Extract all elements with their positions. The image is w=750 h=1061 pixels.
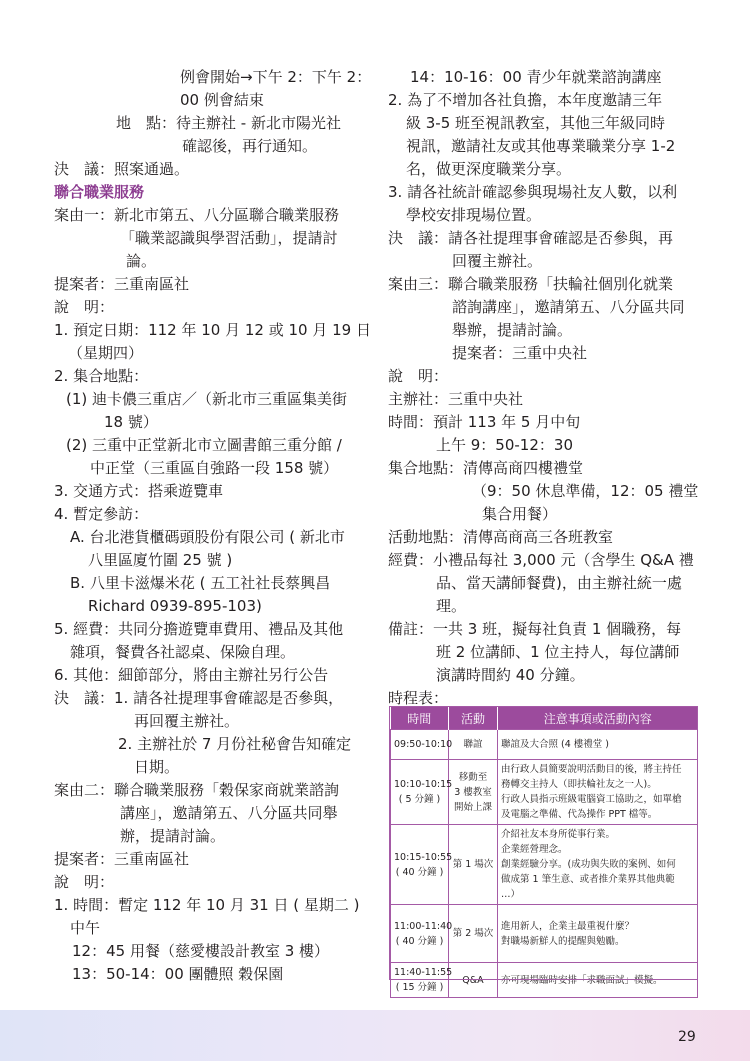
schedule-cell-line: 移動至 <box>458 771 488 783</box>
text-line: 論。 <box>126 252 157 270</box>
text-line: 2. 集合地點： <box>54 367 149 385</box>
schedule-time-cell <box>391 963 453 998</box>
schedule-cell-line: 進用新人，企業主最重視什麼？ <box>501 920 635 932</box>
text-line: 5. 經費：共同分擔遊覽車費用、禮品及其他 <box>54 620 344 638</box>
schedule-cell-line: 09:50-10:10 <box>394 739 453 750</box>
text-line: 案由一：新北市第五、八分區聯合職業服務 <box>54 206 340 224</box>
text-line: 回覆主辦社。 <box>452 252 543 270</box>
text-line: 名，做更深度職業分享。 <box>406 160 572 178</box>
schedule-cell-line: 3 樓教室 <box>454 786 492 798</box>
text-line: 2. 主辦社於 7 月份社秘會告知確定 <box>118 735 352 753</box>
schedule-time-cell <box>391 905 453 963</box>
text-line: 八里區廈竹圍 25 號 ) <box>88 551 233 569</box>
text-line: 3. 交通方式：搭乘遊覽車 <box>54 482 224 500</box>
text-line: 理。 <box>436 597 467 615</box>
text-line: 時程表： <box>388 689 449 707</box>
text-line: 提案者：三重南區社 <box>54 850 190 868</box>
text-line: 確認後，再行通知。 <box>182 137 318 155</box>
text-line: 決 議：請各社提理事會確認是否參與，再 <box>388 229 674 247</box>
right-column <box>388 66 700 710</box>
text-line: B. 八里卡滋爆米花 ( 五工社社長蔡興昌 <box>70 574 331 592</box>
text-line: （星期四） <box>68 344 144 362</box>
schedule-notes-cell <box>498 760 698 825</box>
schedule-cell-line: 10:10-10:15 <box>394 779 453 790</box>
footer-band <box>0 1010 750 1061</box>
schedule-cell-line: ( 40 分鐘 ) <box>395 866 444 878</box>
text-line: 4. 暫定參訪： <box>54 505 149 523</box>
schedule-row <box>391 825 698 905</box>
text-line: 集合地點：清傳高商四樓禮堂 <box>388 459 584 477</box>
text-line: 2. 為了不增加各社負擔，本年度邀請三年 <box>388 91 663 109</box>
schedule-cell-line: 11:40-11:55 <box>394 967 453 978</box>
schedule-time-cell <box>391 730 453 760</box>
schedule-cell-line: 做成第 1 筆生意、或者推介業界其他典範 <box>501 874 675 885</box>
page-number: 29 <box>678 1029 696 1045</box>
text-line: 決 議：照案通過。 <box>54 160 190 178</box>
text-line: 例會開始→下午 2：下午 2： <box>180 68 372 86</box>
schedule-cell-line: 聯誼及大合照 (4 樓禮堂 ) <box>501 739 610 750</box>
schedule-cell-line: 務轉交主持人（即扶輪社友之一人)。 <box>501 779 657 790</box>
schedule-cell-line: ( 15 分鐘 ) <box>395 982 444 993</box>
schedule-notes-cell <box>498 825 698 905</box>
schedule-notes-cell <box>498 730 698 760</box>
text-line: 級 3-5 班至視訊教室，其他三年級同時 <box>406 114 666 132</box>
schedule-time-cell <box>391 760 453 825</box>
schedule-row <box>391 730 698 760</box>
schedule-row <box>391 905 698 963</box>
schedule-cell-line: Q&A <box>462 974 484 986</box>
schedule-header-time: 時間 <box>391 707 449 730</box>
schedule-cell-line: 聯誼 <box>463 739 483 750</box>
schedule-header-row <box>391 707 698 730</box>
text-line: 演講時間約 40 分鐘。 <box>436 666 585 684</box>
schedule-header-activity: 活動 <box>449 707 498 730</box>
text-line: 說 明： <box>54 298 115 316</box>
text-line: 18 號） <box>104 413 158 431</box>
text-line: 上午 9：50-12：30 <box>436 436 573 454</box>
text-line: 主辦社：三重中央社 <box>388 390 524 408</box>
schedule-cell-line: 行政人員指示班級電腦資工協助之，如單槍 <box>501 794 682 805</box>
text-line: (2) 三重中正堂新北市立圖書館三重分館 / <box>66 436 342 454</box>
text-line: 備註：一共 3 班，擬每社負責 1 個職務，每 <box>388 620 682 638</box>
schedule-cell-line: …） <box>501 889 521 900</box>
schedule-activity-cell <box>449 825 498 905</box>
text-line: 班 2 位講師、1 位主持人，每位講師 <box>436 643 680 661</box>
schedule-time-cell <box>391 825 453 905</box>
text-line: 活動地點：清傳高商高三各班教室 <box>388 528 614 546</box>
text-line: (1) 迪卡儂三重店／（新北市三重區集美街 <box>66 390 348 408</box>
schedule-cell-line: 由行政人員簡要說明活動目的後，將主持任 <box>501 764 682 775</box>
schedule-cell-line: 企業經營理念。 <box>501 844 568 855</box>
schedule-cell-line: 創業經驗分享。(成功與失敗的案例、如何 <box>501 859 676 870</box>
schedule-row <box>391 963 698 998</box>
text-line: 諮詢講座」，邀請第五、八分區共同 <box>452 298 685 316</box>
schedule-header-notes: 注意事項或活動內容 <box>498 707 698 730</box>
text-line: 再回覆主辦社。 <box>134 712 240 730</box>
text-line: 舉辦，提請討論。 <box>452 321 573 339</box>
text-line: 1. 時間：暫定 112 年 10 月 31 日 ( 星期二 ) <box>54 896 360 914</box>
schedule-notes-cell <box>498 905 698 963</box>
text-line: 1. 預定日期：112 年 10 月 12 或 10 月 19 日 <box>54 321 371 339</box>
text-line: 日期。 <box>134 758 180 776</box>
text-line: 時間：預計 113 年 5 月中旬 <box>388 413 581 431</box>
text-line: 中正堂（三重區自強路一段 158 號） <box>90 459 339 477</box>
text-line: 12：45 用餐（慈愛樓設計教室 3 樓） <box>72 942 330 960</box>
section-heading: 聯合職業服務 <box>54 183 145 201</box>
schedule-cell-line: 第 2 場次 <box>452 928 494 939</box>
schedule-cell-line: 介紹社友本身所從事行業。 <box>501 829 616 840</box>
text-line: 說 明： <box>54 873 115 891</box>
text-line: Richard 0939-895-103) <box>88 597 262 615</box>
schedule-cell-line: ( 5 分鐘 ) <box>398 794 441 805</box>
text-line: 地 點：待主辦社 - 新北市陽光社 <box>116 114 341 132</box>
text-line: A. 台北港貨櫃碼頭股份有限公司 ( 新北市 <box>70 528 345 546</box>
schedule-activity-cell <box>449 730 498 760</box>
text-line: 辦，提請討論。 <box>120 827 226 845</box>
text-line: 品、當天講師餐費)，由主辦社統一處 <box>436 574 682 592</box>
text-line: 6. 其他：細節部分，將由主辦社另行公告 <box>54 666 329 684</box>
schedule-cell-line: ( 40 分鐘 ) <box>395 935 444 947</box>
left-column <box>54 66 372 986</box>
text-line: 14：10-16：00 青少年就業諮詢講座 <box>410 68 662 86</box>
schedule-cell-line: 對職場新鮮人的提醒與勉勵。 <box>501 935 625 947</box>
schedule-notes-cell <box>498 963 698 998</box>
schedule-cell-line: 10:15-10:55 <box>394 851 453 863</box>
text-line: 提案者：三重中央社 <box>452 344 588 362</box>
text-line: 決 議：1. 請各社提理事會確認是否參與， <box>54 689 344 707</box>
text-line: 00 例會結束 <box>180 91 264 109</box>
text-line: 案由三：聯合職業服務「扶輪社個別化就業 <box>388 275 674 293</box>
text-line: 說 明： <box>388 367 449 385</box>
text-line: 視訊，邀請社友或其他專業職業分享 1-2 <box>406 137 676 155</box>
text-line: 經費：小禮品每社 3,000 元（含學生 Q&A 禮 <box>388 551 694 569</box>
schedule-cell-line: 第 1 場次 <box>452 859 494 870</box>
text-line: 「職業認識與學習活動」，提請討 <box>120 229 338 247</box>
schedule-activity-cell <box>449 963 498 998</box>
text-line: 講座」，邀請第五、八分區共同舉 <box>120 804 338 822</box>
text-line: 3. 請各社統計確認參與現場社友人數，以利 <box>388 183 678 201</box>
text-line: 13：50-14：00 團體照 穀保園 <box>72 965 284 983</box>
text-line: 學校安排現場位置。 <box>406 206 542 224</box>
schedule-cell-line: 及電腦之準備、代為操作 PPT 檔等。 <box>501 809 658 820</box>
schedule-activity-cell <box>449 760 498 825</box>
text-line: （9：50 休息準備，12：05 禮堂 <box>472 482 699 500</box>
schedule-row <box>391 760 698 825</box>
text-line: 案由二：聯合職業服務「穀保家商就業諮詢 <box>54 781 340 799</box>
schedule-activity-cell <box>449 905 498 963</box>
text-line: 雜項，餐費各社認桌、保險自理。 <box>70 643 296 661</box>
schedule-cell-line: 亦可現場臨時安排「求職面試」模擬。 <box>501 974 663 986</box>
schedule-cell-line: 開始上課 <box>453 801 492 813</box>
text-line: 集合用餐） <box>482 505 558 523</box>
text-line: 中午 <box>70 919 101 937</box>
text-line: 提案者：三重南區社 <box>54 275 190 293</box>
schedule-table <box>390 707 698 998</box>
schedule-cell-line: 11:00-11:40 <box>394 920 453 932</box>
